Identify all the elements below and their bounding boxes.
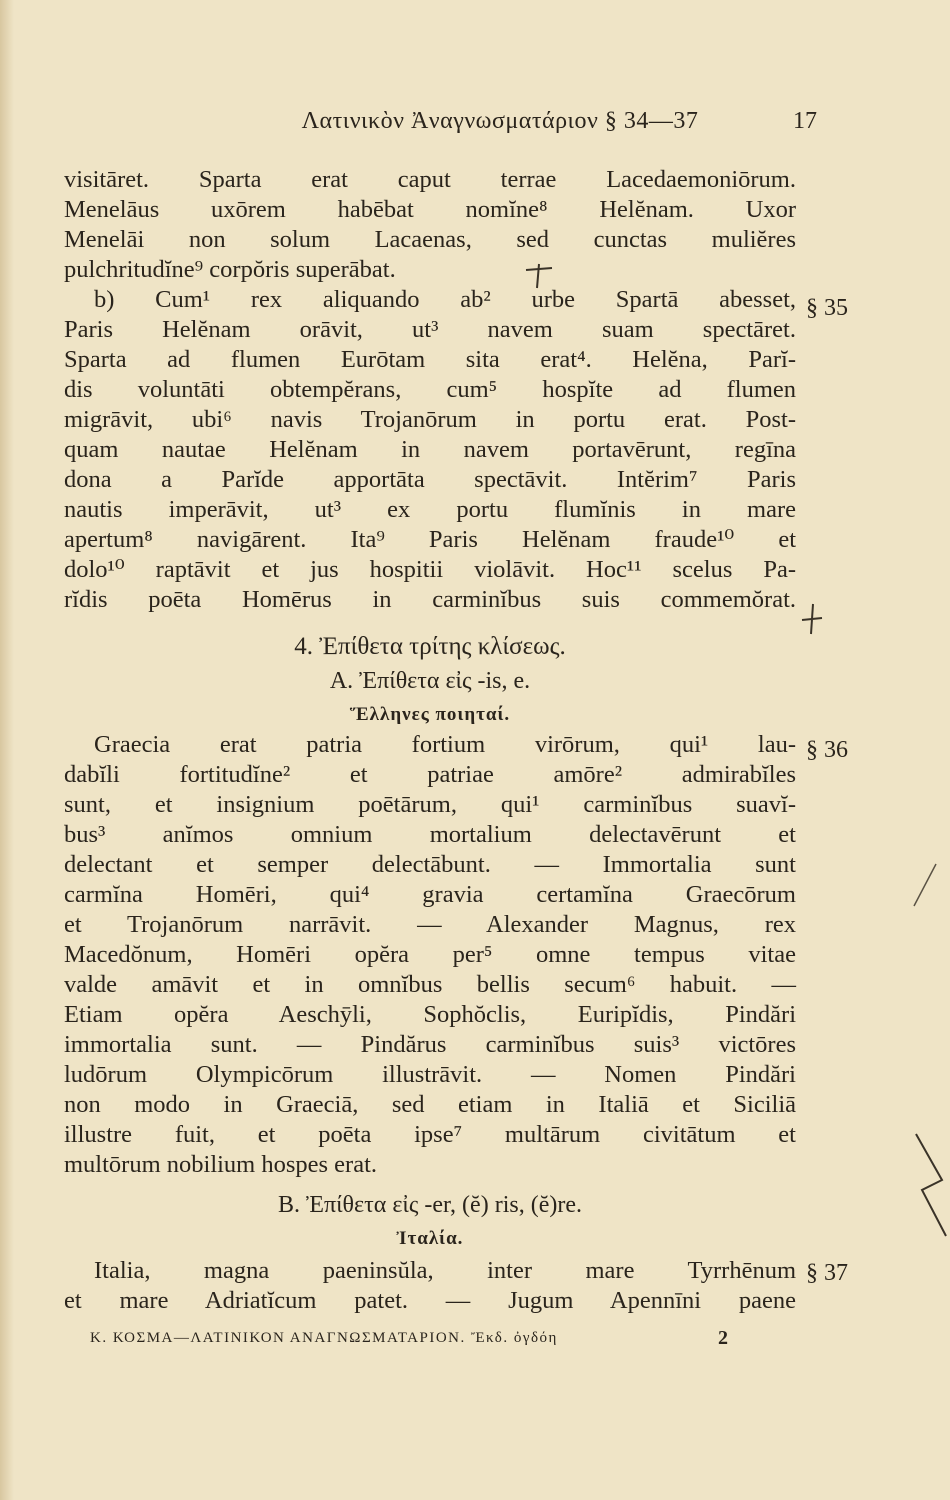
- section-marker-37: § 37: [806, 1260, 848, 1286]
- text-line: b) Cum¹ rex aliquando ab² urbe Spartā abesset,: [94, 286, 796, 313]
- section-marker-35: § 35: [806, 295, 848, 321]
- text-line: nautis imperāvit, ut³ ex portu flumĭnis in mare: [64, 496, 796, 523]
- text-line: non modo in Graeciā, sed etiam in Italiā et Siciliā: [64, 1091, 796, 1118]
- text-line: apertum⁸ navigārent. Ita⁹ Paris Helĕnam fraude¹⁰ et: [64, 526, 796, 553]
- text-line: visitāret. Sparta erat caput terrae Lacedaemoniōrum.: [64, 166, 796, 193]
- chapter-heading: 4. Ἐπίθετα τρίτης κλίσεως.: [294, 633, 566, 660]
- text-line: dis voluntāti obtempĕrans, cum⁵ hospĭte ad flumen: [64, 376, 796, 403]
- page-edge-shadow: [0, 0, 14, 1500]
- text-line: dolo¹⁰ raptāvit et jus hospitii violāvit. Hoc¹¹ scelus Pa-: [64, 556, 796, 583]
- text-line: illustre fuit, et poēta ipse⁷ multārum civitātum et: [64, 1121, 796, 1148]
- text-line: Italia, magna paeninsŭla, inter mare Tyrrhēnum: [94, 1257, 796, 1284]
- text-line: Sparta ad flumen Eurōtam sita erat⁴. Helĕna, Parĭ-: [64, 346, 796, 373]
- text-line: carmĭna Homēri, qui⁴ gravia certamĭna Graecōrum: [64, 881, 796, 908]
- page-number: 17: [793, 108, 817, 134]
- subsection-heading-a: A. Ἐπίθετα εἰς -is, e.: [329, 668, 531, 694]
- pencil-stroke-mark-icon: [910, 860, 940, 910]
- text-line: et Trojanōrum narrāvit. — Alexander Magnus, rex: [64, 911, 796, 938]
- text-line: sunt, et insignium poētārum, qui¹ carminĭbus suavĭ-: [64, 791, 796, 818]
- text-line: dona a Parĭde apportāta spectāvit. Intĕrim⁷ Paris: [64, 466, 796, 493]
- printer-signature: Κ. ΚΟΣΜΑ—ΛΑΤΙΝΙΚΟΝ ΑΝΑΓΝΩΣΜΑΤΑΡΙΟΝ. Ἔκδ. ὀγδόη: [90, 1330, 558, 1346]
- text-line: Menelāi non solum Lacaenas, sed cunctas muliĕres: [64, 226, 796, 253]
- sheet-number: 2: [718, 1327, 728, 1349]
- text-line: rĭdis poēta Homērus in carminĭbus suis commemŏrat.: [64, 586, 796, 613]
- text-line: valde amāvit et in omnĭbus bellis secum⁶ habuit. —: [64, 971, 796, 998]
- text-line: quam nautae Helĕnam in navem portavērunt, regīna: [64, 436, 796, 463]
- running-title: Λατινικὸν Ἀναγνωσματάριον § 34—37: [301, 108, 699, 134]
- text-line: bus³ anĭmos omnium mortalium delectavērunt et: [64, 821, 796, 848]
- text-line: Paris Helĕnam orāvit, ut³ navem suam spectāret.: [64, 316, 796, 343]
- text-line: Graecia erat patria fortium virōrum, qui¹ lau-: [94, 731, 796, 758]
- text-line: pulchritudĭne⁹ corpŏris superābat.: [64, 256, 396, 283]
- pencil-cross-mark-icon: [798, 598, 828, 638]
- reading-title: Ἕλληνες ποιηταί.: [349, 704, 511, 725]
- text-line: multōrum nobilium hospes erat.: [64, 1151, 378, 1178]
- text-line: immortalia sunt. — Pindărus carminĭbus suis³ victōres: [64, 1031, 796, 1058]
- bracket-mark-icon: [912, 1130, 950, 1240]
- text-line: Menelāus uxōrem habēbat nomĭne⁸ Helĕnam. Uxor: [64, 196, 796, 223]
- text-line: ludōrum Olympicōrum illustrāvit. — Nomen Pindări: [64, 1061, 796, 1088]
- text-line: Etiam opĕra Aeschȳli, Sophŏclis, Euripĭdis, Pindări: [64, 1001, 796, 1028]
- section-marker-36: § 36: [806, 737, 848, 763]
- text-line: delectant et semper delectābunt. — Immortalia sunt: [64, 851, 796, 878]
- text-line: Macedŏnum, Homēri opĕra per⁵ omne tempus vitae: [64, 941, 796, 968]
- subsection-heading-b: B. Ἐπίθετα εἰς -er, (ĕ) ris, (ĕ)re.: [278, 1192, 582, 1218]
- text-line: migrāvit, ubi⁶ navis Trojanōrum in portu erat. Post-: [64, 406, 796, 433]
- text-line: et mare Adriatĭcum patet. — Jugum Apennīni paene: [64, 1287, 796, 1314]
- text-line: dabĭli fortitudĭne² et patriae amōre² admirabĭles: [64, 761, 796, 788]
- pencil-cross-mark-icon: [522, 262, 558, 292]
- reading-title: Ἰταλία.: [396, 1228, 464, 1249]
